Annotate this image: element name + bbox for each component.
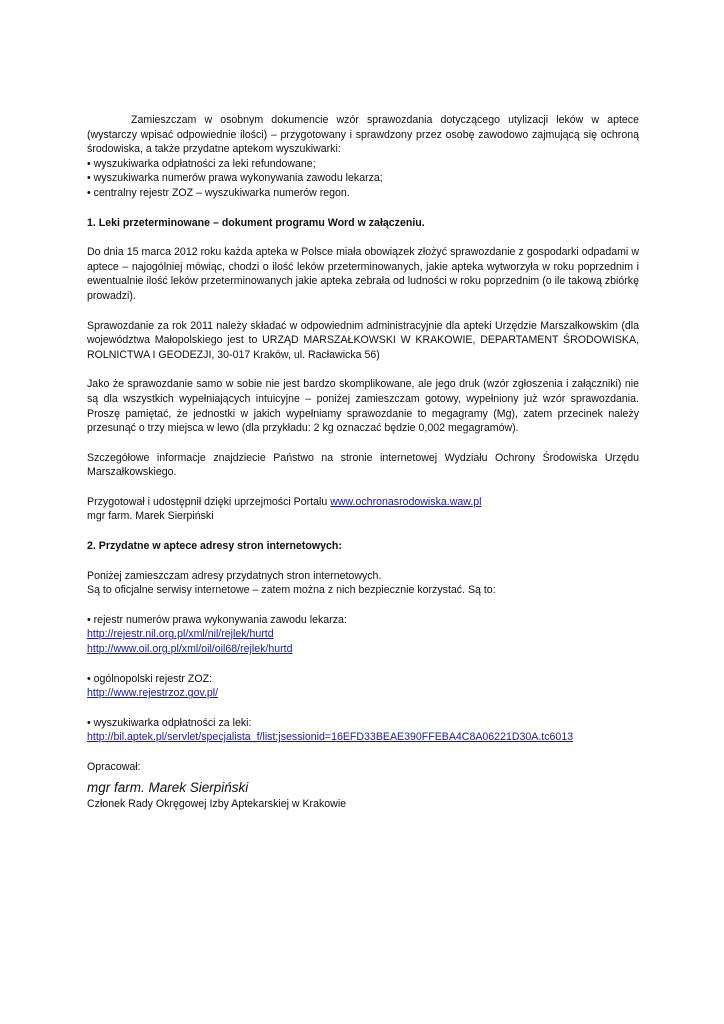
oil-registry-link[interactable]: http://www.oil.org.pl/xml/oil/oil68/rejlek/hurtd	[87, 643, 293, 656]
signature-label: Opracował:	[87, 761, 141, 773]
nil-registry-link[interactable]: http://rejestr.nil.org.pl/xml/nil/rejlek/hurtd	[87, 628, 274, 641]
section2-intro-line-2: Są to oficjalne serwisy internetowe – zatem można z nich bezpiecznie korzystać. Są to:	[87, 584, 496, 597]
author-line: mgr farm. Marek Sierpiński	[87, 510, 214, 523]
zoz-registry-label: • ogólnopolski rejestr ZOZ:	[87, 672, 212, 685]
nil-registry-label: • rejestr numerów prawa wykonywania zawodu lekarza:	[87, 613, 347, 626]
section2-heading: 2. Przydatne w aptece adresy stron internetowych:	[87, 540, 342, 553]
intro-bullet-3: • centralny rejestr ZOZ – wyszukiwarka numerów regon.	[87, 186, 350, 199]
refund-search-link[interactable]: http://bil.aptek.pl/servlet/specjalista_f/list;jsessionid=16EFD33BEAE390FFEBA4C8A06221D30A.tc6013	[87, 731, 574, 744]
signature-name: mgr farm. Marek Sierpiński	[87, 779, 249, 795]
section1-paragraph-2: Sprawozdanie za rok 2011 należy składać w odpowiednim administracyjnie dla apteki Urzędzie Marszałkowskim (dla województwa Małopolskiego jest to URZĄD MARSZAŁKOWSKI W KRAKOWIE, DEPARTAMENT ŚRODOWISKA, ROLNICTWA I GEODEZJI, 30-017 Kraków, ul. Racławicka 56)	[87, 319, 639, 361]
section1-paragraph-3: Jako że sprawozdanie samo w sobie nie jest bardzo skomplikowane, ale jego druk (wzór zgłoszenia i załączniki) nie są dla wszystkich wypełniających intuicyjne – poniżej zamieszczam gotowy, wypełniony już wzór sprawozdania. Proszę pamiętać, że jednostki w jakich wypełniamy sprawozdanie to megagramy (Mg), zatem przecinek należy przesunąć o trzy miejsca w lewo (dla przykładu: 2 kg oznaczać będzie 0,002 megagramów).	[87, 378, 639, 435]
intro-paragraph: Zamieszczam w osobnym dokumencie wzór sprawozdania dotyczącego utylizacji leków w aptece (wystarczy wpisać odpowiednie ilości) – przygotowany i sprawdzony przez osobę zawodowo zajmującą się ochroną środowiska, a także przydatne aptekom wyszukiwarki:	[87, 114, 639, 156]
section2-intro-line-1: Poniżej zamieszczam adresy przydatnych stron internetowych.	[87, 569, 382, 582]
prepared-by-text: Przygotował i udostępnił dzięki uprzejmości Portalu	[87, 495, 331, 508]
section1-paragraph-1: Do dnia 15 marca 2012 roku każda apteka w Polsce miała obowiązek złożyć sprawozdanie z gospodarki odpadami w aptece – najogólniej mówiąc, chodzi o ilość leków przeterminowanych, jakie apteka wytworzyła w roku poprzednim i ewentualnie ilość leków przeterminowanych jakie apteka zebrała od ludności w roku poprzednim (o ile takową zbiórkę prowadzi).	[87, 246, 639, 302]
signature-title: Członek Rady Okręgowej Izby Aptekarskiej w Krakowie	[87, 797, 347, 810]
portal-link[interactable]: www.ochronasrodowiska.waw.pl	[330, 495, 482, 508]
section1-heading: 1. Leki przeterminowane – dokument programu Word w załączeniu.	[87, 216, 425, 229]
zoz-registry-link[interactable]: http://www.rejestrzoz.gov.pl/	[87, 687, 219, 700]
document-page	[87, 113, 639, 811]
intro-bullet-2: • wyszukiwarka numerów prawa wykonywania zawodu lekarza;	[87, 172, 383, 185]
section1-paragraph-4: Szczegółowe informacje znajdziecie Państwo na stronie internetowej Wydziału Ochrony Środowiska Urzędu Marszałkowskiego.	[87, 451, 639, 479]
refund-search-label: • wyszukiwarka odpłatności za leki:	[87, 716, 252, 729]
prepared-by-line	[87, 495, 639, 510]
intro-bullet-1: • wyszukiwarka odpłatności za leki refundowane;	[87, 157, 316, 170]
